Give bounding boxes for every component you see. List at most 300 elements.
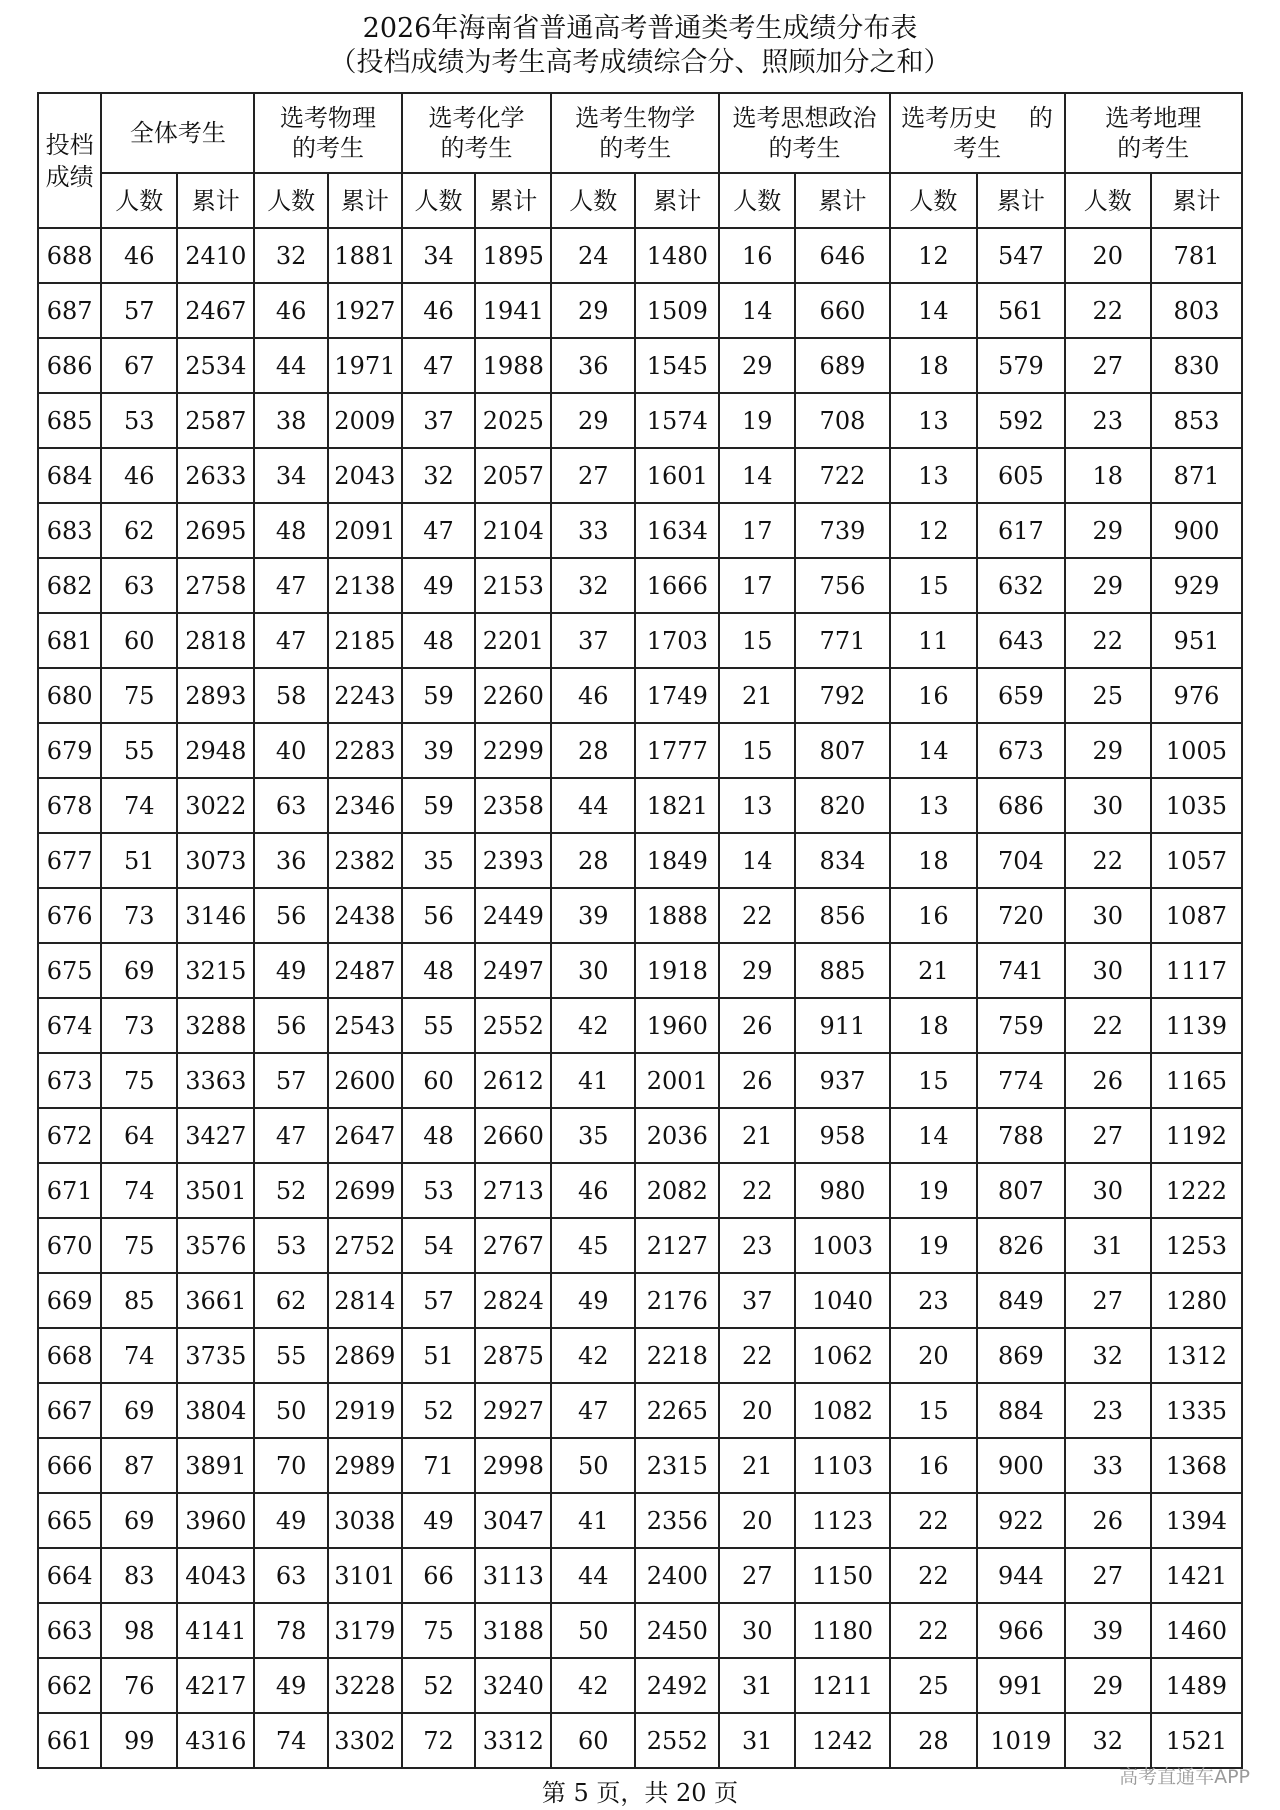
table-row — [38, 833, 1242, 888]
cell-chemistry-cumulative: 2153 — [475, 558, 551, 613]
cell-physics-cumulative: 3101 — [328, 1548, 402, 1603]
cell-physics-cumulative: 2543 — [328, 998, 402, 1053]
sub-header-cumulative: 累计 — [1151, 173, 1242, 228]
cell-chemistry-cumulative: 2552 — [475, 998, 551, 1053]
cell-politics-count: 29 — [719, 943, 795, 998]
cell-history-cumulative: 826 — [977, 1218, 1064, 1273]
cell-history-cumulative: 788 — [977, 1108, 1064, 1163]
cell-geography-cumulative: 1117 — [1151, 943, 1242, 998]
cell-geography-count: 29 — [1065, 558, 1151, 613]
cell-physics-count: 34 — [254, 448, 328, 503]
cell-all-count: 74 — [101, 1328, 177, 1383]
cell-politics-count: 31 — [719, 1658, 795, 1713]
cell-geography-cumulative: 1165 — [1151, 1053, 1242, 1108]
sub-header-count: 人数 — [1065, 173, 1151, 228]
sub-header-cumulative: 累计 — [328, 173, 402, 228]
cell-geography-count: 30 — [1065, 778, 1151, 833]
cell-chemistry-cumulative: 2260 — [475, 668, 551, 723]
cell-physics-count: 48 — [254, 503, 328, 558]
cell-history-count: 11 — [890, 613, 977, 668]
cell-history-cumulative: 673 — [977, 723, 1064, 778]
table-row — [38, 503, 1242, 558]
cell-score: 676 — [38, 888, 101, 943]
cell-score: 679 — [38, 723, 101, 778]
cell-geography-cumulative: 1489 — [1151, 1658, 1242, 1713]
cell-biology-count: 49 — [551, 1273, 635, 1328]
cell-chemistry-cumulative: 2299 — [475, 723, 551, 778]
cell-score: 662 — [38, 1658, 101, 1713]
cell-geography-cumulative: 900 — [1151, 503, 1242, 558]
cell-chemistry-count: 57 — [402, 1273, 476, 1328]
cell-politics-count: 22 — [719, 888, 795, 943]
cell-all-cumulative: 2410 — [177, 228, 254, 283]
cell-biology-cumulative: 2218 — [635, 1328, 719, 1383]
cell-history-cumulative: 643 — [977, 613, 1064, 668]
cell-geography-cumulative: 1312 — [1151, 1328, 1242, 1383]
cell-physics-cumulative: 2438 — [328, 888, 402, 943]
cell-history-count: 12 — [890, 228, 977, 283]
cell-geography-cumulative: 1421 — [1151, 1548, 1242, 1603]
cell-all-count: 57 — [101, 283, 177, 338]
cell-geography-count: 30 — [1065, 943, 1151, 998]
cell-biology-count: 46 — [551, 1163, 635, 1218]
cell-all-count: 46 — [101, 228, 177, 283]
cell-politics-cumulative: 1123 — [795, 1493, 889, 1548]
table-row — [38, 558, 1242, 613]
cell-score: 682 — [38, 558, 101, 613]
cell-score: 688 — [38, 228, 101, 283]
cell-history-count: 15 — [890, 1383, 977, 1438]
cell-all-count: 60 — [101, 613, 177, 668]
cell-biology-count: 35 — [551, 1108, 635, 1163]
cell-politics-cumulative: 937 — [795, 1053, 889, 1108]
cell-geography-cumulative: 976 — [1151, 668, 1242, 723]
cell-chemistry-cumulative: 2875 — [475, 1328, 551, 1383]
cell-history-count: 25 — [890, 1658, 977, 1713]
cell-politics-count: 16 — [719, 228, 795, 283]
score-distribution-table — [37, 92, 1243, 1769]
cell-politics-cumulative: 1062 — [795, 1328, 889, 1383]
cell-politics-count: 13 — [719, 778, 795, 833]
cell-score: 684 — [38, 448, 101, 503]
cell-physics-cumulative: 2487 — [328, 943, 402, 998]
table-row — [38, 1108, 1242, 1163]
cell-chemistry-cumulative: 2449 — [475, 888, 551, 943]
cell-geography-cumulative: 1368 — [1151, 1438, 1242, 1493]
cell-politics-cumulative: 1242 — [795, 1713, 889, 1768]
cell-biology-cumulative: 2400 — [635, 1548, 719, 1603]
cell-physics-count: 49 — [254, 1658, 328, 1713]
cell-physics-cumulative: 2009 — [328, 393, 402, 448]
cell-physics-count: 32 — [254, 228, 328, 283]
sub-header-count: 人数 — [402, 173, 476, 228]
cell-physics-cumulative: 2919 — [328, 1383, 402, 1438]
cell-politics-count: 27 — [719, 1548, 795, 1603]
cell-score: 677 — [38, 833, 101, 888]
cell-politics-cumulative: 756 — [795, 558, 889, 613]
cell-all-count: 87 — [101, 1438, 177, 1493]
cell-score: 687 — [38, 283, 101, 338]
cell-physics-count: 63 — [254, 1548, 328, 1603]
cell-all-cumulative: 3146 — [177, 888, 254, 943]
group-header-label-2: 的考生 — [440, 134, 513, 162]
cell-history-count: 13 — [890, 393, 977, 448]
cell-chemistry-count: 49 — [402, 1493, 476, 1548]
cell-chemistry-count: 60 — [402, 1053, 476, 1108]
table-row — [38, 448, 1242, 503]
cell-all-cumulative: 2587 — [177, 393, 254, 448]
group-header-row — [38, 93, 1242, 173]
cell-chemistry-cumulative: 2998 — [475, 1438, 551, 1493]
cell-history-count: 18 — [890, 998, 977, 1053]
cell-physics-cumulative: 1971 — [328, 338, 402, 393]
sub-header-cumulative: 累计 — [795, 173, 889, 228]
cell-chemistry-count: 49 — [402, 558, 476, 613]
cell-score: 675 — [38, 943, 101, 998]
cell-history-count: 18 — [890, 833, 977, 888]
cell-biology-count: 39 — [551, 888, 635, 943]
cell-politics-count: 21 — [719, 1108, 795, 1163]
cell-geography-count: 29 — [1065, 723, 1151, 778]
cell-all-count: 64 — [101, 1108, 177, 1163]
sub-header-count: 人数 — [551, 173, 635, 228]
cell-biology-cumulative: 2492 — [635, 1658, 719, 1713]
cell-score: 672 — [38, 1108, 101, 1163]
cell-biology-cumulative: 2315 — [635, 1438, 719, 1493]
cell-chemistry-count: 34 — [402, 228, 476, 283]
cell-physics-count: 47 — [254, 558, 328, 613]
cell-biology-count: 24 — [551, 228, 635, 283]
cell-history-cumulative: 592 — [977, 393, 1064, 448]
cell-history-cumulative: 849 — [977, 1273, 1064, 1328]
cell-physics-count: 47 — [254, 1108, 328, 1163]
cell-geography-cumulative: 1139 — [1151, 998, 1242, 1053]
cell-physics-cumulative: 1927 — [328, 283, 402, 338]
cell-biology-count: 29 — [551, 393, 635, 448]
cell-all-count: 69 — [101, 943, 177, 998]
cell-score: 668 — [38, 1328, 101, 1383]
group-header-physics — [254, 93, 401, 173]
table-row — [38, 668, 1242, 723]
page-number: 第 5 页，共 20 页 — [541, 1779, 739, 1807]
cell-history-cumulative: 617 — [977, 503, 1064, 558]
cell-all-count: 83 — [101, 1548, 177, 1603]
cell-chemistry-cumulative: 1895 — [475, 228, 551, 283]
cell-biology-count: 41 — [551, 1493, 635, 1548]
cell-politics-count: 15 — [719, 723, 795, 778]
cell-biology-count: 42 — [551, 1658, 635, 1713]
cell-physics-count: 62 — [254, 1273, 328, 1328]
cell-all-cumulative: 3804 — [177, 1383, 254, 1438]
cell-all-cumulative: 4316 — [177, 1713, 254, 1768]
sub-header-count: 人数 — [101, 173, 177, 228]
cell-biology-cumulative: 1634 — [635, 503, 719, 558]
cell-history-cumulative: 900 — [977, 1438, 1064, 1493]
score-header-label: 投档成绩 — [45, 130, 94, 191]
cell-all-count: 62 — [101, 503, 177, 558]
cell-politics-count: 21 — [719, 668, 795, 723]
table-row — [38, 228, 1242, 283]
cell-all-count: 67 — [101, 338, 177, 393]
cell-all-cumulative: 3022 — [177, 778, 254, 833]
cell-history-count: 22 — [890, 1603, 977, 1658]
cell-geography-count: 22 — [1065, 833, 1151, 888]
sub-header-cumulative: 累计 — [177, 173, 254, 228]
cell-physics-count: 47 — [254, 613, 328, 668]
cell-all-cumulative: 3576 — [177, 1218, 254, 1273]
cell-history-cumulative: 659 — [977, 668, 1064, 723]
cell-all-cumulative: 3215 — [177, 943, 254, 998]
cell-physics-cumulative: 2138 — [328, 558, 402, 613]
cell-chemistry-count: 48 — [402, 613, 476, 668]
cell-politics-count: 23 — [719, 1218, 795, 1273]
cell-score: 678 — [38, 778, 101, 833]
cell-history-count: 18 — [890, 338, 977, 393]
group-header-label-2: 考生 — [953, 134, 1002, 162]
group-header-geography — [1065, 93, 1242, 173]
cell-history-cumulative: 741 — [977, 943, 1064, 998]
cell-geography-cumulative: 871 — [1151, 448, 1242, 503]
cell-all-cumulative: 4141 — [177, 1603, 254, 1658]
cell-politics-cumulative: 646 — [795, 228, 889, 283]
cell-history-cumulative: 759 — [977, 998, 1064, 1053]
cell-physics-cumulative: 2346 — [328, 778, 402, 833]
cell-chemistry-cumulative: 2660 — [475, 1108, 551, 1163]
table-row — [38, 1328, 1242, 1383]
cell-biology-count: 28 — [551, 833, 635, 888]
cell-history-cumulative: 807 — [977, 1163, 1064, 1218]
cell-chemistry-cumulative: 3047 — [475, 1493, 551, 1548]
cell-all-cumulative: 3363 — [177, 1053, 254, 1108]
cell-score: 665 — [38, 1493, 101, 1548]
cell-chemistry-cumulative: 3113 — [475, 1548, 551, 1603]
cell-geography-cumulative: 1192 — [1151, 1108, 1242, 1163]
cell-politics-count: 26 — [719, 998, 795, 1053]
table-row — [38, 1273, 1242, 1328]
cell-physics-cumulative: 2814 — [328, 1273, 402, 1328]
cell-geography-cumulative: 830 — [1151, 338, 1242, 393]
cell-physics-cumulative: 3228 — [328, 1658, 402, 1713]
cell-chemistry-count: 72 — [402, 1713, 476, 1768]
cell-biology-cumulative: 1777 — [635, 723, 719, 778]
cell-geography-cumulative: 1335 — [1151, 1383, 1242, 1438]
cell-chemistry-count: 52 — [402, 1658, 476, 1713]
cell-geography-count: 26 — [1065, 1493, 1151, 1548]
cell-geography-cumulative: 1460 — [1151, 1603, 1242, 1658]
cell-history-count: 19 — [890, 1163, 977, 1218]
cell-biology-cumulative: 2356 — [635, 1493, 719, 1548]
cell-physics-cumulative: 2283 — [328, 723, 402, 778]
cell-physics-cumulative: 2600 — [328, 1053, 402, 1108]
table-row — [38, 283, 1242, 338]
cell-politics-count: 20 — [719, 1383, 795, 1438]
cell-all-count: 73 — [101, 888, 177, 943]
cell-geography-count: 18 — [1065, 448, 1151, 503]
cell-score: 669 — [38, 1273, 101, 1328]
cell-physics-cumulative: 2699 — [328, 1163, 402, 1218]
cell-physics-count: 46 — [254, 283, 328, 338]
cell-all-cumulative: 3661 — [177, 1273, 254, 1328]
cell-history-count: 15 — [890, 1053, 977, 1108]
cell-history-cumulative: 884 — [977, 1383, 1064, 1438]
cell-all-count: 99 — [101, 1713, 177, 1768]
group-header-label: 选考思想政治 — [732, 104, 877, 132]
cell-history-count: 22 — [890, 1548, 977, 1603]
cell-biology-cumulative: 1849 — [635, 833, 719, 888]
cell-geography-count: 32 — [1065, 1328, 1151, 1383]
cell-history-cumulative: 605 — [977, 448, 1064, 503]
cell-politics-cumulative: 885 — [795, 943, 889, 998]
page-title: 2026年海南省普通高考普通类考生成绩分布表 — [362, 13, 918, 44]
cell-politics-cumulative: 739 — [795, 503, 889, 558]
cell-all-cumulative: 2948 — [177, 723, 254, 778]
cell-chemistry-cumulative: 2393 — [475, 833, 551, 888]
cell-all-cumulative: 4043 — [177, 1548, 254, 1603]
cell-politics-cumulative: 722 — [795, 448, 889, 503]
cell-geography-count: 27 — [1065, 1548, 1151, 1603]
cell-history-count: 14 — [890, 723, 977, 778]
cell-biology-cumulative: 2082 — [635, 1163, 719, 1218]
cell-physics-count: 52 — [254, 1163, 328, 1218]
cell-politics-count: 30 — [719, 1603, 795, 1658]
cell-all-cumulative: 3891 — [177, 1438, 254, 1493]
cell-chemistry-count: 35 — [402, 833, 476, 888]
cell-history-cumulative: 869 — [977, 1328, 1064, 1383]
cell-chemistry-count: 54 — [402, 1218, 476, 1273]
cell-geography-count: 23 — [1065, 393, 1151, 448]
cell-politics-count: 14 — [719, 448, 795, 503]
cell-chemistry-cumulative: 3312 — [475, 1713, 551, 1768]
cell-geography-cumulative: 781 — [1151, 228, 1242, 283]
group-header-label: 选考地理 — [1105, 104, 1202, 132]
cell-physics-cumulative: 3038 — [328, 1493, 402, 1548]
cell-score: 671 — [38, 1163, 101, 1218]
sub-header-cumulative: 累计 — [475, 173, 551, 228]
cell-physics-cumulative: 2091 — [328, 503, 402, 558]
table-row — [38, 1713, 1242, 1768]
cell-politics-cumulative: 980 — [795, 1163, 889, 1218]
cell-chemistry-cumulative: 2824 — [475, 1273, 551, 1328]
cell-geography-count: 30 — [1065, 1163, 1151, 1218]
cell-all-count: 85 — [101, 1273, 177, 1328]
cell-physics-count: 78 — [254, 1603, 328, 1658]
cell-politics-cumulative: 820 — [795, 778, 889, 833]
cell-geography-count: 23 — [1065, 1383, 1151, 1438]
cell-geography-count: 22 — [1065, 283, 1151, 338]
cell-geography-count: 32 — [1065, 1713, 1151, 1768]
cell-score: 667 — [38, 1383, 101, 1438]
cell-geography-cumulative: 1280 — [1151, 1273, 1242, 1328]
cell-chemistry-count: 48 — [402, 943, 476, 998]
cell-all-cumulative: 3960 — [177, 1493, 254, 1548]
cell-physics-count: 50 — [254, 1383, 328, 1438]
cell-all-count: 75 — [101, 1218, 177, 1273]
cell-score: 663 — [38, 1603, 101, 1658]
cell-chemistry-cumulative: 3240 — [475, 1658, 551, 1713]
cell-biology-count: 44 — [551, 1548, 635, 1603]
cell-all-count: 46 — [101, 448, 177, 503]
cell-score: 670 — [38, 1218, 101, 1273]
group-header-biology — [551, 93, 719, 173]
group-header-chemistry — [402, 93, 552, 173]
cell-politics-count: 29 — [719, 338, 795, 393]
table-row — [38, 1658, 1242, 1713]
cell-politics-count: 31 — [719, 1713, 795, 1768]
table-row — [38, 1493, 1242, 1548]
cell-chemistry-count: 66 — [402, 1548, 476, 1603]
cell-all-cumulative: 2818 — [177, 613, 254, 668]
cell-geography-count: 22 — [1065, 613, 1151, 668]
cell-geography-count: 39 — [1065, 1603, 1151, 1658]
cell-physics-count: 74 — [254, 1713, 328, 1768]
cell-biology-count: 27 — [551, 448, 635, 503]
cell-all-count: 76 — [101, 1658, 177, 1713]
cell-geography-count: 29 — [1065, 1658, 1151, 1713]
cell-biology-count: 41 — [551, 1053, 635, 1108]
cell-chemistry-count: 39 — [402, 723, 476, 778]
cell-biology-cumulative: 1509 — [635, 283, 719, 338]
cell-chemistry-cumulative: 2057 — [475, 448, 551, 503]
cell-geography-count: 26 — [1065, 1053, 1151, 1108]
table-row — [38, 1383, 1242, 1438]
cell-biology-count: 42 — [551, 998, 635, 1053]
cell-chemistry-count: 48 — [402, 1108, 476, 1163]
cell-politics-count: 19 — [719, 393, 795, 448]
cell-history-cumulative: 1019 — [977, 1713, 1064, 1768]
cell-physics-count: 49 — [254, 943, 328, 998]
cell-all-count: 73 — [101, 998, 177, 1053]
sub-header-row — [38, 173, 1242, 228]
cell-biology-cumulative: 1918 — [635, 943, 719, 998]
cell-geography-cumulative: 803 — [1151, 283, 1242, 338]
cell-politics-count: 20 — [719, 1493, 795, 1548]
cell-biology-cumulative: 2036 — [635, 1108, 719, 1163]
cell-score: 674 — [38, 998, 101, 1053]
cell-history-cumulative: 720 — [977, 888, 1064, 943]
cell-politics-count: 22 — [719, 1163, 795, 1218]
cell-biology-cumulative: 2450 — [635, 1603, 719, 1658]
cell-biology-cumulative: 1545 — [635, 338, 719, 393]
table-row — [38, 778, 1242, 833]
cell-history-count: 16 — [890, 888, 977, 943]
cell-chemistry-cumulative: 2612 — [475, 1053, 551, 1108]
cell-chemistry-cumulative: 2713 — [475, 1163, 551, 1218]
cell-physics-count: 49 — [254, 1493, 328, 1548]
cell-biology-count: 45 — [551, 1218, 635, 1273]
cell-all-count: 75 — [101, 668, 177, 723]
cell-biology-count: 47 — [551, 1383, 635, 1438]
cell-chemistry-count: 75 — [402, 1603, 476, 1658]
cell-politics-cumulative: 834 — [795, 833, 889, 888]
cell-history-cumulative: 922 — [977, 1493, 1064, 1548]
cell-biology-cumulative: 2001 — [635, 1053, 719, 1108]
cell-chemistry-cumulative: 2025 — [475, 393, 551, 448]
sub-header-cumulative: 累计 — [635, 173, 719, 228]
group-header-label: 全体考生 — [129, 119, 226, 147]
cell-biology-cumulative: 1703 — [635, 613, 719, 668]
cell-chemistry-count: 51 — [402, 1328, 476, 1383]
cell-geography-cumulative: 853 — [1151, 393, 1242, 448]
cell-history-count: 22 — [890, 1493, 977, 1548]
cell-biology-count: 42 — [551, 1328, 635, 1383]
cell-score: 666 — [38, 1438, 101, 1493]
table-row — [38, 393, 1242, 448]
cell-score: 664 — [38, 1548, 101, 1603]
cell-biology-cumulative: 1749 — [635, 668, 719, 723]
cell-physics-cumulative: 1881 — [328, 228, 402, 283]
group-header-label-2: 的考生 — [768, 134, 841, 162]
cell-history-cumulative: 944 — [977, 1548, 1064, 1603]
